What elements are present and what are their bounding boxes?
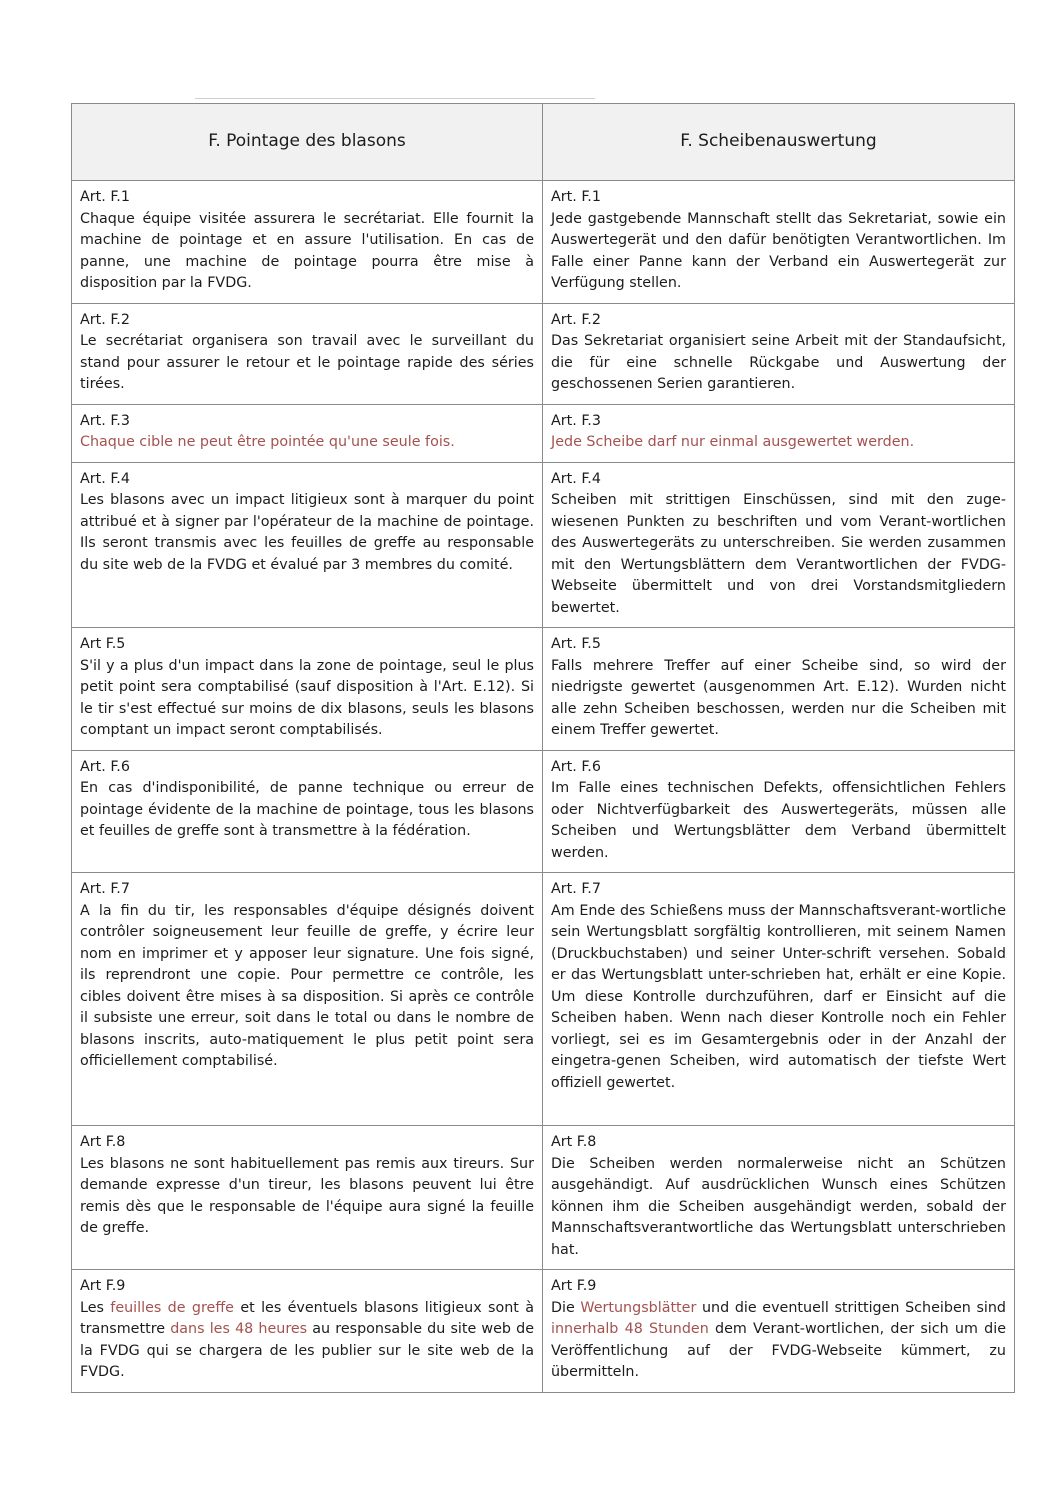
article-number: Art. F.7 bbox=[551, 881, 601, 897]
highlighted-term: innerhalb 48 Stunden bbox=[551, 1321, 709, 1337]
article-number: Art F.8 bbox=[551, 1134, 597, 1150]
table-header-row bbox=[72, 104, 1015, 181]
article-text: Chaque équipe visitée assurera le secrétariat. Elle fournit la machine de pointage et en assure l'utilisation. En cas de panne, une machine de pointage pourra être mise à disposition par la FVDG. bbox=[80, 210, 534, 291]
article-text: Jede gastgebende Mannschaft stellt das Sekretariat, sowie ein Auswertegerät und den dafür benötigten Verantwortlichen. Im Falle einer Panne kann der Verband ein Auswertegerät zur Verfügung stellen. bbox=[551, 210, 1006, 291]
article-text: Das Sekretariat organisiert seine Arbeit mit der Standaufsicht, die für eine schnelle Rückgabe und Auswertung der geschossenen Serien garantieren. bbox=[551, 333, 1006, 392]
highlighted-term: Wertungsblätter bbox=[580, 1299, 697, 1316]
article-number: Art. F.3 bbox=[80, 412, 130, 429]
text-run: und die eventuell strittigen Scheiben sind bbox=[696, 1299, 1006, 1316]
cell-french bbox=[72, 404, 543, 462]
cell-german bbox=[543, 628, 1015, 751]
cell-french bbox=[72, 750, 543, 873]
article-text: En cas d'indisponibilité, de panne technique ou erreur de pointage évidente de la machine de pointage, tous les blasons et feuilles de greffe sont à transmettre à la fédération. bbox=[80, 780, 534, 839]
article-text-highlighted: Chaque cible ne peut être pointée qu'une seule fois. bbox=[80, 434, 455, 450]
article-text: Scheiben mit strittigen Einschüssen, sind mit den zuge-wiesenen Punkten zu beschriften und vom Verant-wortlichen des Auswertegeräts zu unterschreiben. Sie werden zusammen mit den Wertungsblättern dem Verantwortlichen der FVDG-Webseite übermittelt und von drei Vorstandsmitgliedern bewertet. bbox=[551, 492, 1006, 616]
article-number: Art. F.4 bbox=[80, 470, 130, 487]
text-run: dem Verant-wortlichen, der sich um die Veröffentlichung auf der FVDG-Webseite kümmert, zu übermitteln. bbox=[551, 1321, 1006, 1380]
cell-german bbox=[543, 1126, 1015, 1270]
cell-french bbox=[72, 181, 543, 304]
article-text: Falls mehrere Treffer auf einer Scheibe sind, so wird der niedrigste gewertet (ausgenommen Art. E.12). Wurden nicht alle zehn Scheiben beschossen, werden nur die Scheiben mit einem Treffer gewertet. bbox=[551, 657, 1006, 738]
article-number: Art. F.2 bbox=[80, 311, 130, 328]
cell-german bbox=[543, 181, 1015, 304]
article-number: Art. F.4 bbox=[551, 470, 601, 487]
text-run: et les éventuels blasons litigieux sont à transmettre bbox=[80, 1299, 534, 1337]
article-number: Art. F.3 bbox=[551, 412, 601, 429]
header-german: F. Scheibenauswertung bbox=[543, 104, 1015, 181]
article-text: Les blasons ne sont habituellement pas remis aux tireurs. Sur demande expresse d'un tireur, les blasons peuvent lui être remis dès que le responsable de l'équipe aura signé la feuille de greffe. bbox=[80, 1155, 534, 1236]
table-row bbox=[72, 462, 1015, 628]
article-number: Art F.9 bbox=[551, 1278, 597, 1294]
article-number: Art. F.1 bbox=[551, 189, 601, 205]
cell-french bbox=[72, 462, 543, 628]
table-row bbox=[72, 628, 1015, 751]
article-number: Art F.9 bbox=[80, 1278, 126, 1294]
article-number: Art F.5 bbox=[80, 636, 126, 652]
article-text: Die Scheiben werden normalerweise nicht an Schützen ausgehändigt. Auf ausdrücklichen Wunsch eines Schützen können ihm die Scheiben ausgehändigt werden, sobald der Mannschaftsverantwortliche das Wertungsblatt unterschrieben hat. bbox=[551, 1155, 1006, 1258]
article-number: Art. F.5 bbox=[551, 636, 601, 652]
scan-artifact-line bbox=[195, 98, 595, 99]
table-row bbox=[72, 1126, 1015, 1270]
text-run: Die bbox=[551, 1299, 581, 1316]
cell-french bbox=[72, 303, 543, 404]
article-text bbox=[551, 1298, 1006, 1384]
article-text: Im Falle eines technischen Defekts, offensichtlichen Fehlers oder Nichtverfügbarkeit des Auswertegeräts, müssen alle Scheiben und Wertungsblätter dem Verband übermittelt werden. bbox=[551, 780, 1006, 861]
highlighted-term: feuilles de greffe bbox=[110, 1299, 234, 1316]
article-text: Am Ende des Schießens muss der Mannschaftsverant-wortliche sein Wertungsblatt sorgfältig kontrollieren, mit seinem Namen (Druckbuchstaben) und seiner Unter-schrift versehen. Sobald er das Wertungsblatt unter-schrieben hat, erhält er eine Kopie. Um diese Kontrolle durchzuführen, darf er Einsicht auf die Scheiben haben. Wenn nach dieser Kontrolle noch ein Fehler vorliegt, sei es im Gesamtergebnis oder in der Anzahl der eingetra-genen Scheiben, wird automatisch der tiefste Wert offiziell gewertet. bbox=[551, 902, 1006, 1091]
article-text: S'il y a plus d'un impact dans la zone de pointage, seul le plus petit point sera comptabilisé (sauf disposition à l'Art. E.12). Si le tir s'est effectué sur moins de dix blasons, seuls les blasons comptant un impact seront comptabilisés. bbox=[80, 657, 534, 738]
header-french: F. Pointage des blasons bbox=[72, 104, 543, 181]
article-number: Art. F.7 bbox=[80, 881, 130, 897]
cell-german bbox=[543, 873, 1015, 1126]
table-row bbox=[72, 303, 1015, 404]
table-row bbox=[72, 181, 1015, 304]
cell-french bbox=[72, 1270, 543, 1393]
cell-german bbox=[543, 404, 1015, 462]
article-number: Art F.8 bbox=[80, 1134, 126, 1150]
article-text: A la fin du tir, les responsables d'équipe désignés doivent contrôler soigneusement leur feuille de greffe, y écrire leur nom en imprimer et y apposer leur signature. Une fois signé, ils reprendront une copie. Pour permettre ce contrôle, les cibles doivent être mises à sa disposition. Si après ce contrôle il subsiste une erreur, soit dans le total ou dans le nombre de blasons inscrits, auto-matiquement le plus petit point sera officiellement comptabilisé. bbox=[80, 902, 534, 1069]
article-text-highlighted: Jede Scheibe darf nur einmal ausgewertet werden. bbox=[551, 434, 915, 450]
cell-french bbox=[72, 873, 543, 1126]
cell-german bbox=[543, 1270, 1015, 1393]
table-row bbox=[72, 1270, 1015, 1393]
cell-french bbox=[72, 628, 543, 751]
bilingual-rules-table bbox=[71, 103, 1015, 1393]
table-row bbox=[72, 404, 1015, 462]
article-number: Art. F.6 bbox=[551, 758, 601, 775]
table-row bbox=[72, 750, 1015, 873]
article-text bbox=[80, 1298, 534, 1384]
article-number: Art. F.6 bbox=[80, 758, 130, 775]
cell-german bbox=[543, 750, 1015, 873]
article-text: Le secrétariat organisera son travail avec le surveillant du stand pour assurer le retour et le pointage rapide des séries tirées. bbox=[80, 333, 534, 392]
cell-german bbox=[543, 462, 1015, 628]
text-run: au responsable du site web de la FVDG qui se chargera de les publier sur le site web de la FVDG. bbox=[80, 1321, 534, 1380]
article-number: Art. F.1 bbox=[80, 189, 130, 205]
highlighted-term: dans les 48 heures bbox=[170, 1321, 308, 1337]
text-run: Les bbox=[80, 1299, 111, 1316]
cell-french bbox=[72, 1126, 543, 1270]
cell-german bbox=[543, 303, 1015, 404]
article-text: Les blasons avec un impact litigieux sont à marquer du point attribué et à signer par l'opérateur de la machine de pointage. Ils seront transmis avec les feuilles de greffe au responsable du site web de la FVDG et évalué par 3 membres du comité. bbox=[80, 492, 534, 573]
table-row bbox=[72, 873, 1015, 1126]
article-number: Art. F.2 bbox=[551, 311, 601, 328]
